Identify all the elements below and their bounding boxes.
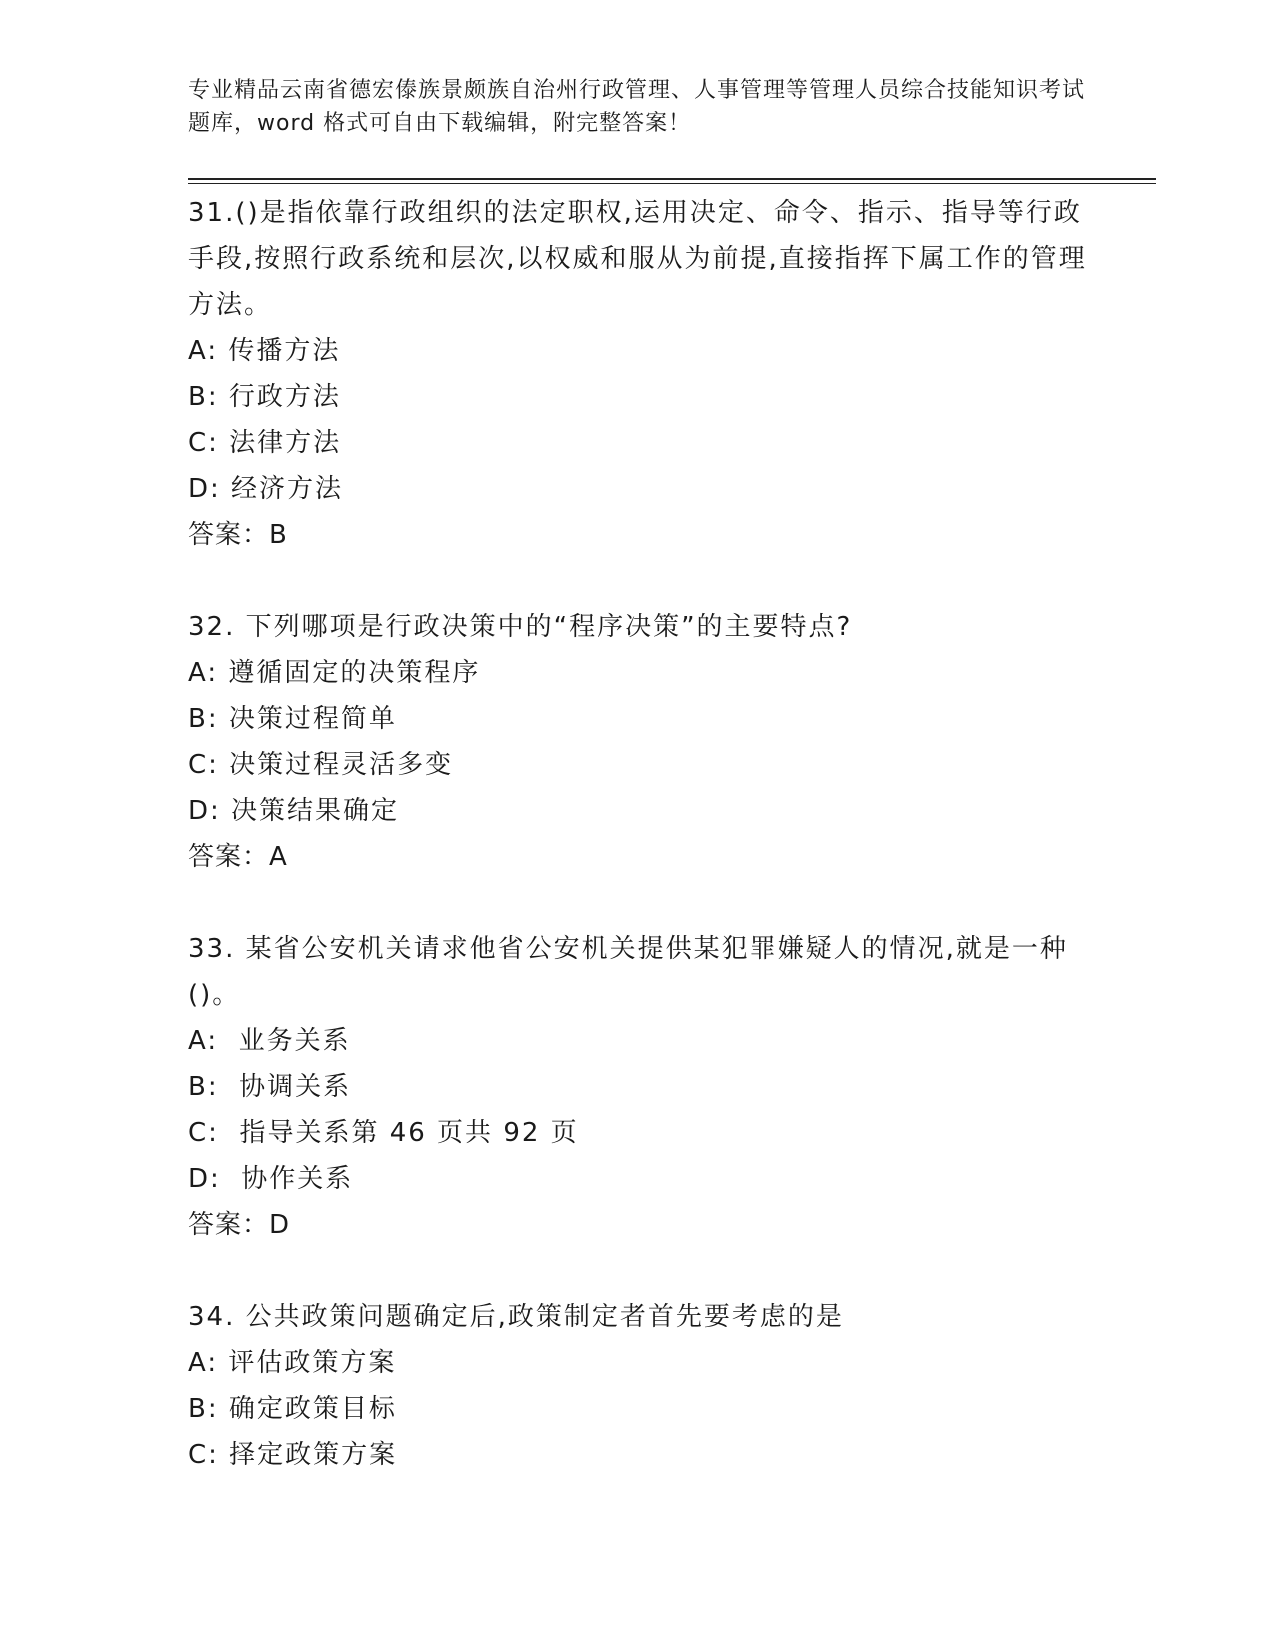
header-divider-thick — [188, 178, 1156, 180]
option-c: C: 指导关系第 46 页共 92 页 — [188, 1118, 579, 1148]
option-d: D: 经济方法 — [188, 474, 344, 504]
option-b: B: 决策过程简单 — [188, 704, 397, 734]
option-b: B: 协调关系 — [188, 1072, 352, 1102]
question-31 — [188, 190, 1088, 558]
option-b: B: 行政方法 — [188, 382, 341, 412]
question-33 — [188, 926, 1088, 1248]
answer: 答案：D — [188, 1210, 291, 1240]
option-b: B: 确定政策目标 — [188, 1394, 397, 1424]
question-text: 34. 公共政策问题确定后,政策制定者首先要考虑的是 — [188, 1302, 844, 1332]
option-c: C: 择定政策方案 — [188, 1440, 398, 1470]
answer: 答案：B — [188, 520, 288, 550]
option-a: A: 传播方法 — [188, 336, 341, 366]
option-d: D: 协作关系 — [188, 1164, 354, 1194]
option-a: A: 遵循固定的决策程序 — [188, 658, 481, 688]
option-d: D: 决策结果确定 — [188, 796, 400, 826]
header-divider-thin — [188, 183, 1156, 184]
question-32 — [188, 604, 1088, 880]
question-34 — [188, 1294, 1088, 1478]
option-c: C: 法律方法 — [188, 428, 342, 458]
option-c: C: 决策过程灵活多变 — [188, 750, 454, 780]
question-text: 31.()是指依靠行政组织的法定职权,运用决定、命令、指示、指导等行政手段,按照行政系统和层次,以权威和服从为前提,直接指挥下属工作的管理方法。 — [188, 198, 1087, 320]
document-header: 专业精品云南省德宏傣族景颇族自治州行政管理、人事管理等管理人员综合技能知识考试题库，word 格式可自由下载编辑，附完整答案！ — [188, 78, 1086, 136]
option-a: A: 业务关系 — [188, 1026, 351, 1056]
question-text: 33. 某省公安机关请求他省公安机关提供某犯罪嫌疑人的情况,就是一种()。 — [188, 934, 1068, 1010]
question-list — [188, 190, 1088, 1524]
answer: 答案：A — [188, 842, 288, 872]
option-a: A: 评估政策方案 — [188, 1348, 397, 1378]
question-text: 32. 下列哪项是行政决策中的“程序决策”的主要特点? — [188, 612, 853, 642]
